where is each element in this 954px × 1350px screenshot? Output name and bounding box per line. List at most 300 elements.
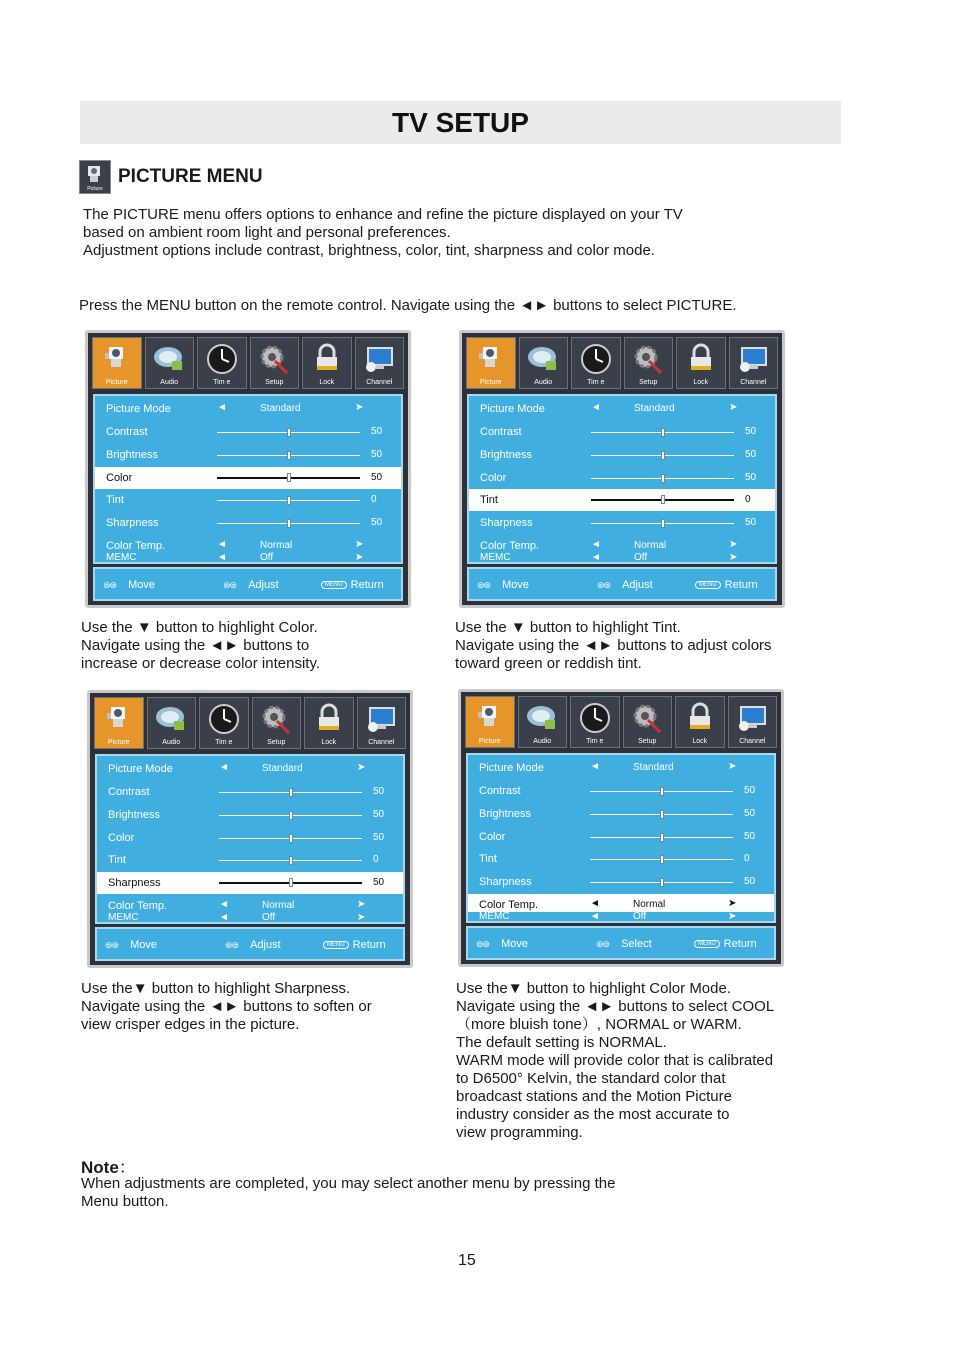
arrow-left-icon[interactable]: ◄ [217,539,227,550]
return-label: Return [724,579,758,591]
menu-tab-bar [92,337,404,389]
tab-label: Setup [265,379,284,386]
footer-return-hint [323,939,386,951]
caption-line: Navigate using the ◄► buttons to select COOL [456,998,775,1015]
picture-icon [100,343,134,375]
return-label: Return [350,579,384,591]
row-value: 0 [744,853,750,864]
row-label: Sharpness [108,877,161,889]
slider-track[interactable] [590,837,733,838]
leftright-arrows-icon: ⊛⊜ [597,580,611,590]
row-label: Picture Mode [479,762,544,774]
return-label: Return [352,939,386,951]
menu-row[interactable] [97,872,403,894]
lock-icon [310,343,344,375]
tab-setup[interactable] [252,697,302,749]
picture-icon [473,702,507,734]
tab-picture[interactable] [92,337,142,389]
tab-time[interactable] [570,696,620,748]
picture-menu-icon [79,160,111,194]
slider-track[interactable] [590,882,733,883]
footer-adjust-hint [225,939,281,951]
return-label: Return [723,938,757,950]
footer-adjust-hint [223,579,279,591]
arrow-left-icon[interactable]: ◄ [219,912,229,923]
instruction-text: Press the MENU button on the remote control. Navigate using the ◄► buttons to select PICTURE. [79,297,737,314]
row-value: 50 [371,449,383,460]
tab-label: Lock [321,739,337,746]
caption-color-temp [456,980,816,1142]
row-label: Picture Mode [106,403,171,415]
tab-audio[interactable] [145,337,195,389]
slider-knob[interactable] [660,878,664,887]
row-label: MEMC [479,911,510,922]
tab-lock[interactable] [302,337,352,389]
row-label: Picture Mode [480,403,545,415]
menu-row[interactable] [469,444,775,466]
leftright-arrows-icon: ⊛⊜ [223,580,237,590]
menu-row[interactable] [95,512,401,534]
updown-arrows-icon: ⊜⊛ [103,580,117,590]
row-option-value: Standard [634,403,675,414]
slider-track[interactable] [591,523,734,524]
tab-label: Audio [534,379,553,386]
tab-label: Channel [740,379,767,386]
slider-track[interactable] [217,455,360,456]
row-value: 50 [745,472,757,483]
picture-settings-panel [95,754,405,924]
arrow-left-icon[interactable]: ◄ [217,402,227,413]
slider-knob[interactable] [289,788,293,797]
tab-audio[interactable] [519,337,569,389]
slider-knob[interactable] [287,473,291,482]
menu-footer-hints [467,567,777,601]
row-label: MEMC [108,912,139,923]
slider-track[interactable] [219,792,362,793]
channel-monitor-icon [736,343,770,375]
note-label: Note [81,1158,119,1177]
title-bar [80,101,841,144]
caption-line: The default setting is NORMAL. [456,1034,667,1051]
move-label: Move [128,579,155,591]
updown-arrows-icon: ⊜⊛ [477,580,491,590]
menu-footer-hints [466,926,776,960]
menu-row[interactable] [95,444,401,466]
arrow-right-icon[interactable]: ➤ [357,912,366,923]
tab-label: Tim e [586,738,604,745]
row-option-value: Standard [260,403,301,414]
footer-adjust-hint [597,579,653,591]
tab-time[interactable] [197,337,247,389]
page-title: TV SETUP [392,106,529,138]
clock-icon [205,343,239,375]
row-value: 50 [744,808,756,819]
channel-monitor-icon [364,703,398,735]
row-option-value: Off [260,552,274,563]
arrow-left-icon[interactable]: ◄ [591,552,601,563]
menu-key-icon: MENU [323,941,349,949]
slider-knob[interactable] [660,787,664,796]
row-option-value: Off [633,911,647,922]
row-option-value: Off [634,552,648,563]
menu-row-memc[interactable] [468,911,774,925]
menu-row[interactable] [468,848,774,870]
menu-row[interactable] [95,489,401,511]
caption-line: Use the▼ button to highlight Color Mode. [456,980,732,997]
row-value: 50 [745,517,757,528]
slider-track[interactable] [219,882,362,884]
row-value: 0 [371,494,377,505]
menu-row[interactable] [97,804,403,826]
slider-track[interactable] [591,499,734,501]
menu-row[interactable] [469,467,775,489]
lock-icon [683,702,717,734]
row-label: Brightness [108,809,160,821]
footer-adjust-hint [596,938,652,950]
tab-label: Audio [162,739,181,746]
arrow-right-icon[interactable]: ➤ [355,402,364,413]
arrow-right-icon[interactable]: ➤ [729,552,738,563]
arrow-left-icon[interactable]: ◄ [217,552,227,563]
slider-track[interactable] [219,815,362,816]
picture-settings-panel [467,394,777,564]
tab-label: Audio [160,379,179,386]
menu-tab-bar [466,337,778,389]
slider-knob[interactable] [661,451,665,460]
picture-icon [474,343,508,375]
row-value: 50 [373,809,385,820]
slider-knob[interactable] [660,855,664,864]
slider-track[interactable] [217,432,360,433]
footer-return-hint [694,938,757,950]
tv-menu-screenshot [458,689,784,967]
tv-menu-screenshot [459,330,785,608]
tab-lock[interactable] [676,337,726,389]
tab-time[interactable] [199,697,249,749]
slider-knob[interactable] [287,496,291,505]
setup-gear-icon [630,702,664,734]
menu-row-memc[interactable] [97,912,403,926]
row-label: Color [480,472,507,484]
row-label: Color [108,832,135,844]
menu-row[interactable] [97,781,403,803]
caption-color [81,619,320,673]
note-colon: ： [118,1158,136,1177]
arrow-right-icon[interactable]: ➤ [355,552,364,563]
caption-line: Use the▼ button to highlight Sharpness. [81,980,351,997]
row-value: 0 [745,494,751,505]
row-value: 50 [744,785,756,796]
arrow-left-icon[interactable]: ◄ [219,899,229,910]
slider-knob[interactable] [289,834,293,843]
tab-label: Setup [267,739,286,746]
row-value: 0 [373,854,379,865]
caption-line: （more bluish tone）, NORMAL or WARM. [456,1016,742,1033]
arrow-left-icon[interactable]: ◄ [590,911,600,922]
caption-sharpness [81,980,372,1034]
arrow-left-icon[interactable]: ◄ [219,762,229,773]
slider-track[interactable] [217,477,360,479]
row-label: Color Temp. [106,540,166,552]
tab-label: Lock [693,379,709,386]
menu-footer-hints [93,567,403,601]
slider-knob[interactable] [287,519,291,528]
tab-channel[interactable] [729,337,779,389]
menu-row[interactable] [469,421,775,443]
menu-row[interactable] [469,398,775,420]
audio-icon [154,703,188,735]
menu-row[interactable] [95,535,401,553]
row-option-value: Normal [260,540,293,551]
row-label: Color Temp. [479,899,539,911]
tab-label: Channel [366,379,393,386]
tab-audio[interactable] [518,696,568,748]
tab-label: Setup [638,738,657,745]
tab-picture[interactable] [466,337,516,389]
intro-line: Adjustment options include contrast, brightness, color, tint, sharpness and color mode. [83,242,655,259]
slider-knob[interactable] [661,495,665,504]
slider-knob[interactable] [289,811,293,820]
menu-row-memc[interactable] [95,552,401,566]
intro-line: The PICTURE menu offers options to enhance and refine the picture displayed on your TV [83,206,683,223]
tab-label: Channel [368,739,395,746]
tab-label: Tim e [215,739,233,746]
menu-row[interactable] [468,803,774,825]
caption-line: Use the ▼ button to highlight Tint. [455,619,681,636]
slider-track[interactable] [590,859,733,860]
tab-label: Picture [105,379,128,386]
row-label: Color [106,472,133,484]
footer-move-hint [477,579,529,591]
row-value: 50 [373,877,385,888]
section-heading: PICTURE MENU [118,166,263,187]
row-value: 50 [371,472,383,483]
row-value: 50 [744,831,756,842]
slider-track[interactable] [590,814,733,815]
caption-line: broadcast stations and the Motion Picture [456,1088,732,1105]
move-label: Move [502,579,529,591]
picture-settings-panel [466,753,776,923]
row-label: MEMC [106,552,137,563]
slider-track[interactable] [217,500,360,501]
slider-knob[interactable] [660,833,664,842]
menu-row-memc[interactable] [469,552,775,566]
menu-row[interactable] [97,895,403,913]
row-option-value: Standard [633,762,674,773]
tab-label: Audio [533,738,552,745]
menu-row[interactable] [468,894,774,912]
caption-line: view crisper edges in the picture. [81,1016,300,1033]
caption-line: increase or decrease color intensity. [81,655,321,672]
tab-channel[interactable] [357,697,407,749]
tab-setup[interactable] [623,696,673,748]
row-label: Sharpness [106,517,159,529]
lock-icon [312,703,346,735]
move-label: Move [501,938,528,950]
footer-move-hint [476,938,528,950]
tab-label: Lock [319,379,335,386]
caption-line: to D6500° Kelvin, the standard color that [456,1070,726,1087]
slider-knob[interactable] [661,519,665,528]
tab-label: Tim e [213,379,231,386]
caption-line: Use the ▼ button to highlight Color. [81,619,318,636]
caption-tint [455,619,772,673]
tab-channel[interactable] [728,696,778,748]
footer-return-hint [695,579,758,591]
slider-track[interactable] [217,523,360,524]
arrow-left-icon[interactable]: ◄ [590,761,600,772]
menu-row[interactable] [469,489,775,511]
tab-time[interactable] [571,337,621,389]
menu-tab-bar [94,697,406,749]
tab-audio[interactable] [147,697,197,749]
menu-key-icon: MENU [694,940,720,948]
menu-row[interactable] [469,535,775,553]
tab-label: Channel [739,738,766,745]
setup-gear-icon [631,343,665,375]
slider-knob[interactable] [661,474,665,483]
row-value: 50 [744,876,756,887]
row-option-value: Off [262,912,276,923]
slider-track[interactable] [591,455,734,456]
audio-icon [526,343,560,375]
tab-setup[interactable] [624,337,674,389]
page-number: 15 [458,1252,476,1269]
menu-row[interactable] [468,826,774,848]
menu-row[interactable] [95,398,401,420]
tv-menu-screenshot [87,690,413,968]
menu-row[interactable] [97,849,403,871]
slider-knob[interactable] [660,810,664,819]
arrow-left-icon[interactable]: ◄ [590,898,600,909]
caption-line: toward green or reddish tint. [455,655,642,672]
tab-label: Setup [639,379,658,386]
channel-monitor-icon [362,343,396,375]
menu-row[interactable] [468,780,774,802]
note-text: When adjustments are completed, you may select another menu by pressing the Menu button. [81,1175,616,1210]
tab-label: Picture [478,738,501,745]
row-value: 50 [371,426,383,437]
arrow-right-icon[interactable]: ➤ [729,539,738,550]
caption-line: view programming. [456,1124,583,1141]
tab-setup[interactable] [250,337,300,389]
row-label: Brightness [106,449,158,461]
slider-knob[interactable] [289,878,293,887]
arrow-right-icon[interactable]: ➤ [728,911,737,922]
arrow-right-icon[interactable]: ➤ [729,402,738,413]
row-label: Contrast [479,785,521,797]
arrow-right-icon[interactable]: ➤ [728,898,737,909]
slider-track[interactable] [219,838,362,839]
arrow-right-icon[interactable]: ➤ [357,899,366,910]
tab-picture[interactable] [94,697,144,749]
channel-monitor-icon [735,702,769,734]
clock-icon [578,702,612,734]
audio-icon [152,343,186,375]
slider-knob[interactable] [289,856,293,865]
menu-row[interactable] [469,512,775,534]
slider-knob[interactable] [287,428,291,437]
menu-row[interactable] [97,758,403,780]
menu-key-icon: MENU [321,581,347,589]
audio-icon [525,702,559,734]
row-label: Contrast [108,786,150,798]
row-option-value: Normal [262,900,295,911]
caption-line: industry consider as the most accurate to [456,1106,730,1123]
menu-footer-hints [95,927,405,961]
menu-row[interactable] [468,871,774,893]
slider-knob[interactable] [287,451,291,460]
tab-label: Lock [692,738,708,745]
caption-line: WARM mode will provide color that is calibrated [456,1052,774,1069]
leftright-arrows-icon: ⊛⊜ [225,940,239,950]
picture-icon [102,703,136,735]
footer-move-hint [103,579,155,591]
row-label: Brightness [480,449,532,461]
row-label: Sharpness [480,517,533,529]
row-option-value: Standard [262,763,303,774]
adjust-label: Adjust [622,579,653,591]
row-label: Color Temp. [108,900,168,912]
slider-knob[interactable] [661,428,665,437]
tab-picture[interactable] [465,696,515,748]
menu-key-icon: MENU [695,581,721,589]
updown-arrows-icon: ⊜⊛ [105,940,119,950]
tab-channel[interactable] [355,337,405,389]
adjust-label: Adjust [248,579,279,591]
clock-icon [207,703,241,735]
arrow-right-icon[interactable]: ➤ [728,761,737,772]
slider-track[interactable] [591,432,734,433]
menu-row[interactable] [97,827,403,849]
tab-label: Picture [479,379,502,386]
caption-line: Navigate using the ◄► buttons to [81,637,310,654]
arrow-right-icon[interactable]: ➤ [357,762,366,773]
row-value: 50 [371,517,383,528]
row-label: Tint [108,854,126,866]
tab-lock[interactable] [675,696,725,748]
footer-move-hint [105,939,157,951]
caption-line: Navigate using the ◄► buttons to adjust colors [455,637,772,654]
row-label: Tint [480,494,498,506]
row-label: Tint [106,494,124,506]
adjust-label: Adjust [250,939,281,951]
row-label: Sharpness [479,876,532,888]
picture-settings-panel [93,394,403,564]
menu-row[interactable] [95,467,401,489]
slider-track[interactable] [591,478,734,479]
slider-track[interactable] [219,860,362,861]
row-option-value: Normal [634,540,667,551]
arrow-left-icon[interactable]: ◄ [591,539,601,550]
row-label: Contrast [480,426,522,438]
leftright-arrows-icon: ⊛⊜ [596,939,610,949]
tab-lock[interactable] [304,697,354,749]
row-label: Brightness [479,808,531,820]
tv-menu-screenshot [85,330,411,608]
setup-gear-icon [259,703,293,735]
row-label: MEMC [480,552,511,563]
menu-row[interactable] [95,421,401,443]
arrow-right-icon[interactable]: ➤ [355,539,364,550]
lock-icon [684,343,718,375]
row-label: Tint [479,853,497,865]
tab-label: Tim e [587,379,605,386]
menu-row[interactable] [468,757,774,779]
slider-track[interactable] [590,791,733,792]
row-label: Color [479,831,506,843]
arrow-left-icon[interactable]: ◄ [591,402,601,413]
